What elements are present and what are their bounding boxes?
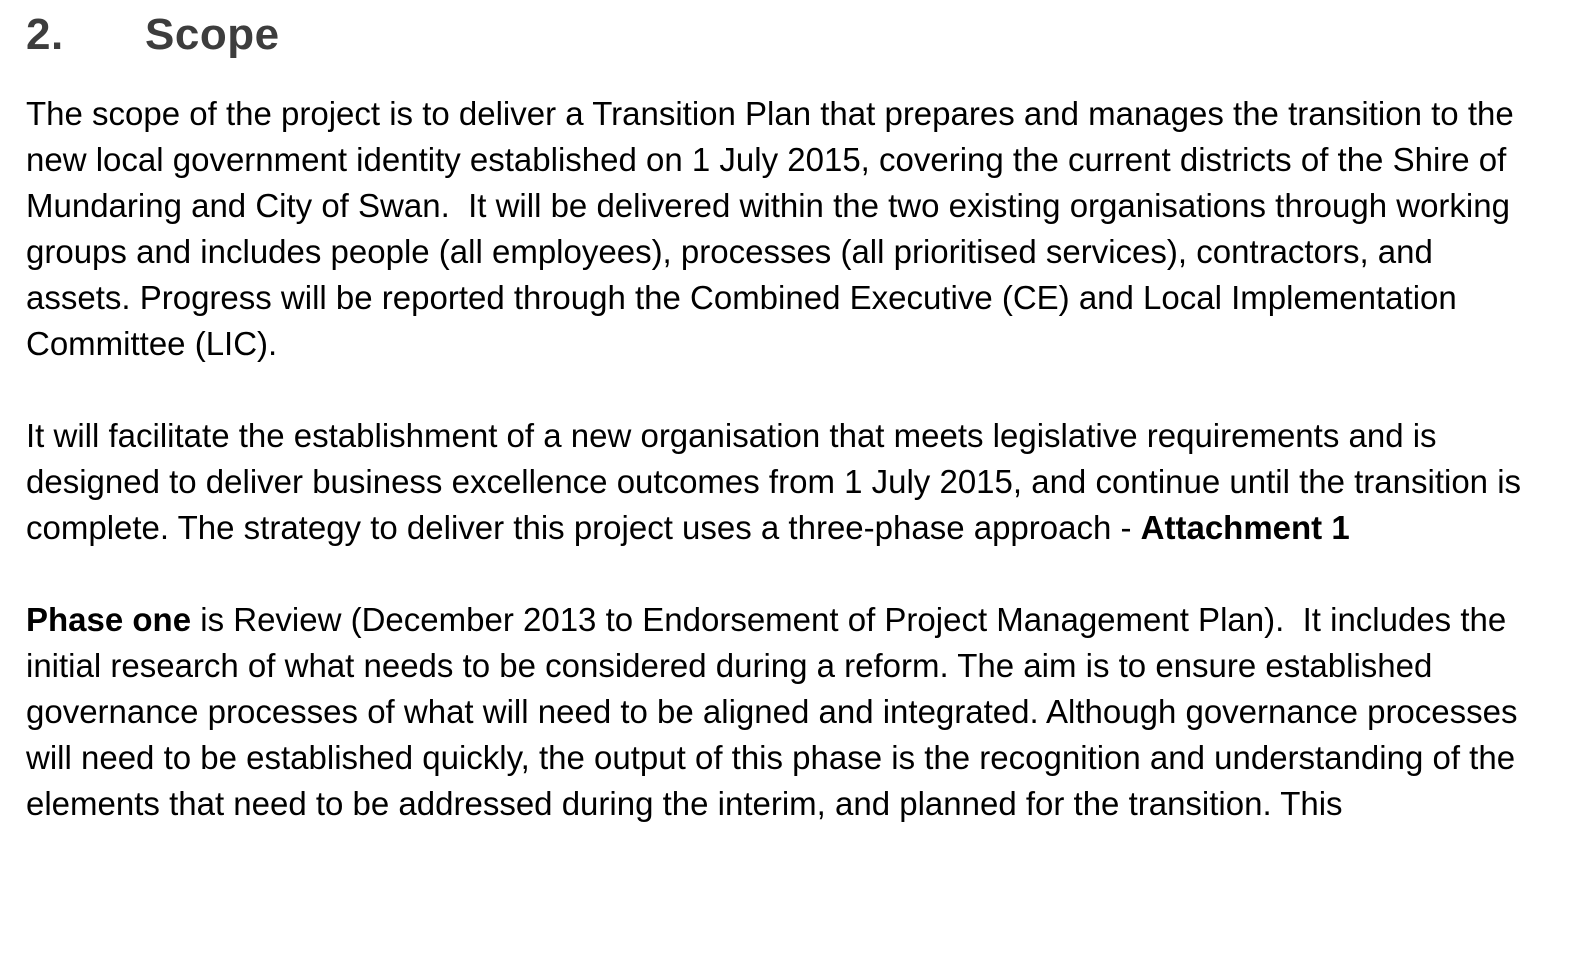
- paragraph-facilitate: [26, 413, 1542, 551]
- section-number: 2.: [26, 10, 64, 59]
- paragraph-scope-text: The scope of the project is to deliver a Transition Plan that prepares and manages the transition to the new local government identity established on 1 July 2015, covering the current districts of the Shire of Mundaring and City of Swan. It will be delivered within the two existing organisations through working groups and includes people (all employees), processes (all prioritised services), contractors, and assets. Progress will be reported through the Combined Executive (CE) and Local Implementation Committee (LIC).: [26, 94, 1523, 362]
- paragraph-phase-one-text: is Review (December 2013 to Endorsement of Project Management Plan). It includes the initial research of what needs to be considered during a reform. The aim is to ensure established governance processes of what will need to be aligned and integrated. Although governance processes will need to be established quickly, the output of this phase is the recognition and understanding of the elements that need to be addressed during the interim, and planned for the transition. This: [26, 600, 1527, 822]
- section-heading: [26, 10, 1542, 61]
- paragraph-phase-one: [26, 597, 1542, 827]
- paragraph-scope: [26, 91, 1542, 367]
- attachment-reference: Attachment 1: [1140, 508, 1350, 546]
- paragraph-facilitate-text: It will facilitate the establishment of a new organisation that meets legislative requirements and is designed to deliver business excellence outcomes from 1 July 2015, and continue until the transition is complete. The strategy to deliver this project uses a three-phase approach -: [26, 416, 1531, 546]
- phase-one-label: Phase one: [26, 600, 192, 638]
- section-title: Scope: [145, 10, 280, 59]
